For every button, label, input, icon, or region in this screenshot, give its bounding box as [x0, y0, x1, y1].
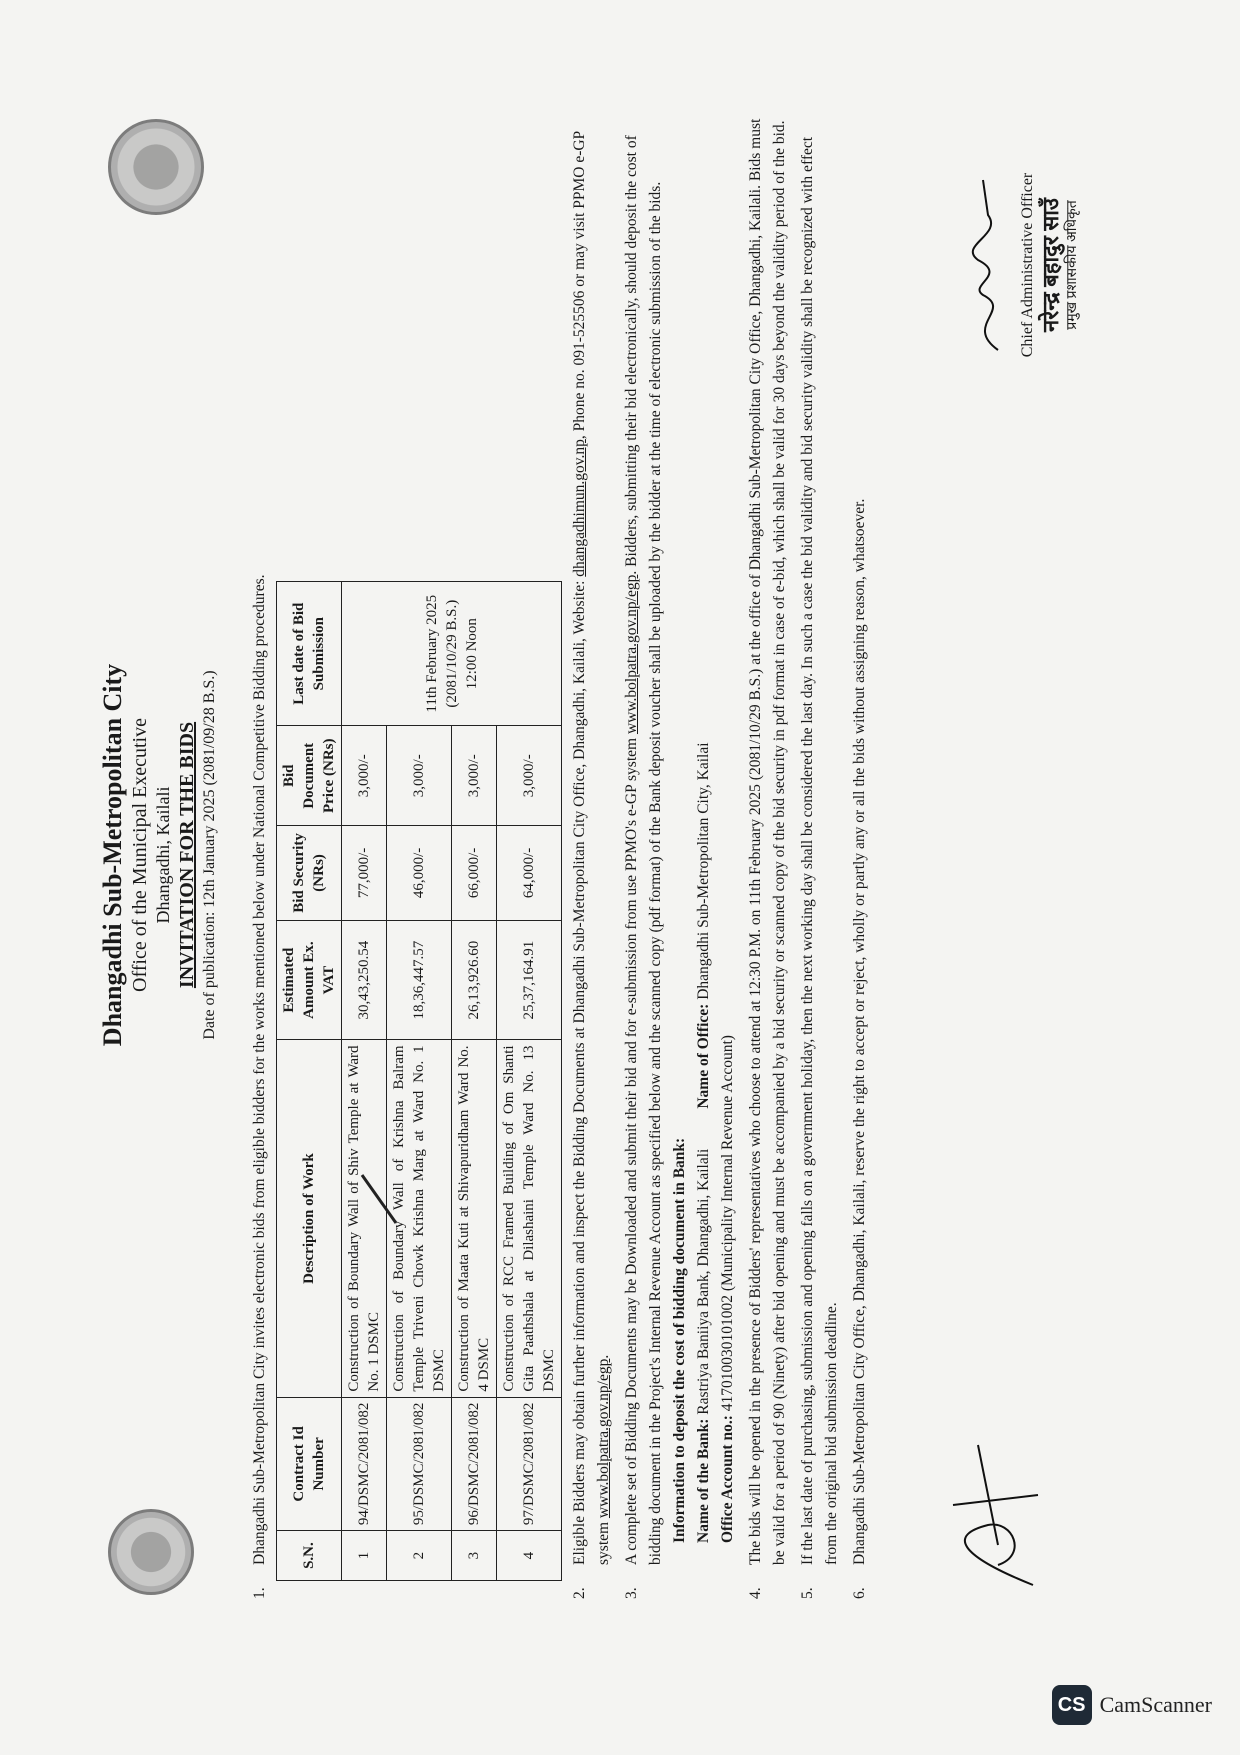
table-row [452, 582, 497, 1581]
signature-block [958, 115, 1082, 415]
cell-description: Construction of Maata Kuti at Shivapuridham Ward No. 4 DSMC [452, 1040, 497, 1397]
item-text: If the last date of purchasing, submission and opening falls on a government holiday, then the next working day shall be considered the last day. In such a case the bid validity and bid security validity shall be recognized with effect from the original bid submission deadline. [799, 136, 840, 1565]
item-text: The bids will be opened in the presence of Bidders' representatives who choose to attend at 12:30 P.M. on 11th February 2025 (2081/10/29 B.S.) at the office of Dhangadhi Sub-Metropolitan City Office, Dhangadhi, Kailali. Bids must be valid for a period of 90 (Ninety) after bid opening and must be accompanied by a bid security or scanned copy of the bid security in pdf format in case of e-bid, which shall be valid for 30 days beyond the validity period of the bid. [747, 118, 788, 1565]
camscanner-name: CamScanner [1099, 1692, 1212, 1717]
cell-bid-security: 66,000/- [452, 826, 497, 921]
website-link[interactable]: dhangadhimun.gov.np [571, 439, 588, 577]
item-number: 4. [747, 1587, 764, 1599]
cell-amount: 18,36,447.57 [387, 920, 452, 1040]
item-text: A complete set of Bidding Documents may be Downloaded and submit their bid and for e-submission from use PPMO's e-GP system [623, 734, 640, 1565]
location-title: Dhangadhi, Kailali [153, 786, 173, 924]
item-text: Dhangadhi Sub-Metropolitan City Office, Dhangadhi, Kailali, reserve the right to accept or reject, wholly or partly any or all the bids without assigning reason, whatsoever. [851, 498, 868, 1565]
cell-contract-id: 94/DSMC/2081/082 [342, 1397, 387, 1531]
item-number: 6. [851, 1587, 868, 1599]
cell-description: Construction of Boundary Wall of Shiv Temple at Ward No. 1 DSMC [342, 1040, 387, 1397]
item-2 [568, 111, 616, 1599]
cell-sn: 3 [452, 1531, 497, 1581]
publication-date: Date of publication: 12th January 2025 (2081/09/28 B.S.) [201, 670, 218, 1040]
cell-document-price: 3,000/- [342, 726, 387, 826]
left-signature [938, 1435, 1048, 1595]
cell-document-price: 3,000/- [497, 726, 562, 826]
cell-bid-security: 77,000/- [342, 826, 387, 921]
cell-document-price: 3,000/- [387, 726, 452, 826]
cell-sn: 4 [497, 1531, 562, 1581]
table-wrapper [276, 111, 562, 1599]
item-number: 1. [251, 1587, 268, 1599]
egp-link[interactable]: www.bolpatra.gov.np/egp [595, 1358, 612, 1519]
account-label: Office Account no.: [719, 1415, 736, 1543]
header-contract-id: Contract Id Number [277, 1397, 342, 1531]
table-row [497, 582, 562, 1581]
signatory-role-nepali: प्रमुख प्रशासकीय अधिकृत [1065, 200, 1080, 330]
table-row [387, 582, 452, 1581]
bank-name [692, 1149, 716, 1543]
table-header-row [277, 582, 342, 1581]
item-3 [620, 111, 740, 1599]
item-number: 5. [799, 1587, 816, 1599]
item-1 [248, 111, 272, 1599]
camscanner-logo-icon: CS [1052, 1685, 1092, 1725]
account-line [716, 111, 740, 1543]
signatory-title: Chief Administrative Officer [1019, 172, 1036, 358]
item-5 [796, 111, 844, 1599]
rotated-document [78, 75, 1118, 1635]
item-text: . [595, 1354, 612, 1359]
notice-title: INVITATION FOR THE BIDS [176, 721, 198, 989]
cell-document-price: 3,000/- [452, 726, 497, 826]
signatory-name-nepali: नरेन्द्र बहादुर साउँ [1038, 198, 1063, 332]
works-table [276, 581, 562, 1581]
header-document-price: Bid Document Price (NRs) [277, 726, 342, 826]
header-bid-security: Bid Security (NRs) [277, 826, 342, 921]
notice-body [248, 111, 876, 1599]
cell-contract-id: 97/DSMC/2081/082 [497, 1397, 562, 1531]
item-text: , Phone no. 091-525506 or may visit PPMO e-GP system [571, 131, 612, 1565]
cell-amount: 25,37,164.91 [497, 920, 562, 1040]
cell-contract-id: 95/DSMC/2081/082 [387, 1397, 452, 1531]
bank-office-line [692, 111, 716, 1543]
item-4 [744, 111, 792, 1599]
office-label: Name of Office: [695, 1003, 712, 1109]
item-number: 3. [623, 1587, 640, 1599]
cell-contract-id: 96/DSMC/2081/082 [452, 1397, 497, 1531]
item-number: 2. [571, 1587, 588, 1599]
cell-amount: 26,13,926.60 [452, 920, 497, 1040]
office-title: Office of the Municipal Executive [129, 718, 151, 992]
account-value: 417010030101002 (Municipality Internal Revenue Account) [719, 1035, 736, 1412]
camscanner-watermark [1052, 1685, 1212, 1725]
office-name [692, 742, 716, 1108]
cell-description: Construction of Boundary Wall of Krishna Balram Temple Triveni Chowk Krishna Marg at Ward No. 1 DSMC [387, 1040, 452, 1397]
egp-link[interactable]: www.bolpatra.gov.np/egp [623, 574, 640, 735]
signature-stroke [958, 115, 1018, 415]
office-value: Dhangadhi Sub-Metropolitan City, Kailai [695, 742, 712, 1000]
header-description: Description of Work [277, 1040, 342, 1397]
item-6 [848, 111, 872, 1599]
item-text: Dhangadhi Sub-Metropolitan City invites electronic bids from eligible bidders for the works mentioned below under National Competitive Bidding procedures. [251, 574, 268, 1565]
cell-amount: 30,43,250.54 [342, 920, 387, 1040]
cell-sn: 1 [342, 1531, 387, 1581]
item-text: Eligible Bidders may obtain further information and inspect the Bidding Documents at Dhangadhi Sub-Metropolitan City Office, Dhangadhi, Kailali, Website: [571, 576, 588, 1565]
document-header [98, 75, 220, 1635]
bank-value: Rastriya Baniiya Bank, Dhangadhi, Kailali [695, 1148, 712, 1415]
city-title: Dhangadhi Sub-Metropolitan City [98, 663, 127, 1047]
cell-description: Construction of RCC Framed Building of Om Shanti Gita Paathshala at Dilashaini Temple Ward No. 13 DSMC [497, 1040, 562, 1397]
cell-sn: 2 [387, 1531, 452, 1581]
header-sn: S.N. [277, 1531, 342, 1581]
bank-info-heading: Information to deposit the cost of bidding document in Bank: [671, 1137, 688, 1543]
header-last-date: Last date of Bid Submission [277, 582, 342, 726]
bank-label: Name of the Bank: [695, 1418, 712, 1543]
header-amount: Estimated Amount Ex. VAT [277, 920, 342, 1040]
cell-bid-security: 46,000/- [387, 826, 452, 921]
cell-bid-security: 64,000/- [497, 826, 562, 921]
cell-last-date: 11th February 2025 (2081/10/29 B.S.) 12:00 Noon [342, 582, 562, 726]
table-row [342, 582, 387, 1581]
item-text: . Bidders, submitting their bid electronically, should deposit the cost of bidding document in the Project's Internal Revenue Account as specified below and the scanned copy (pdf format) of the Bank deposit voucher shall be uploaded by the bidder at the time of electronic submission of the bids. [623, 135, 664, 1565]
